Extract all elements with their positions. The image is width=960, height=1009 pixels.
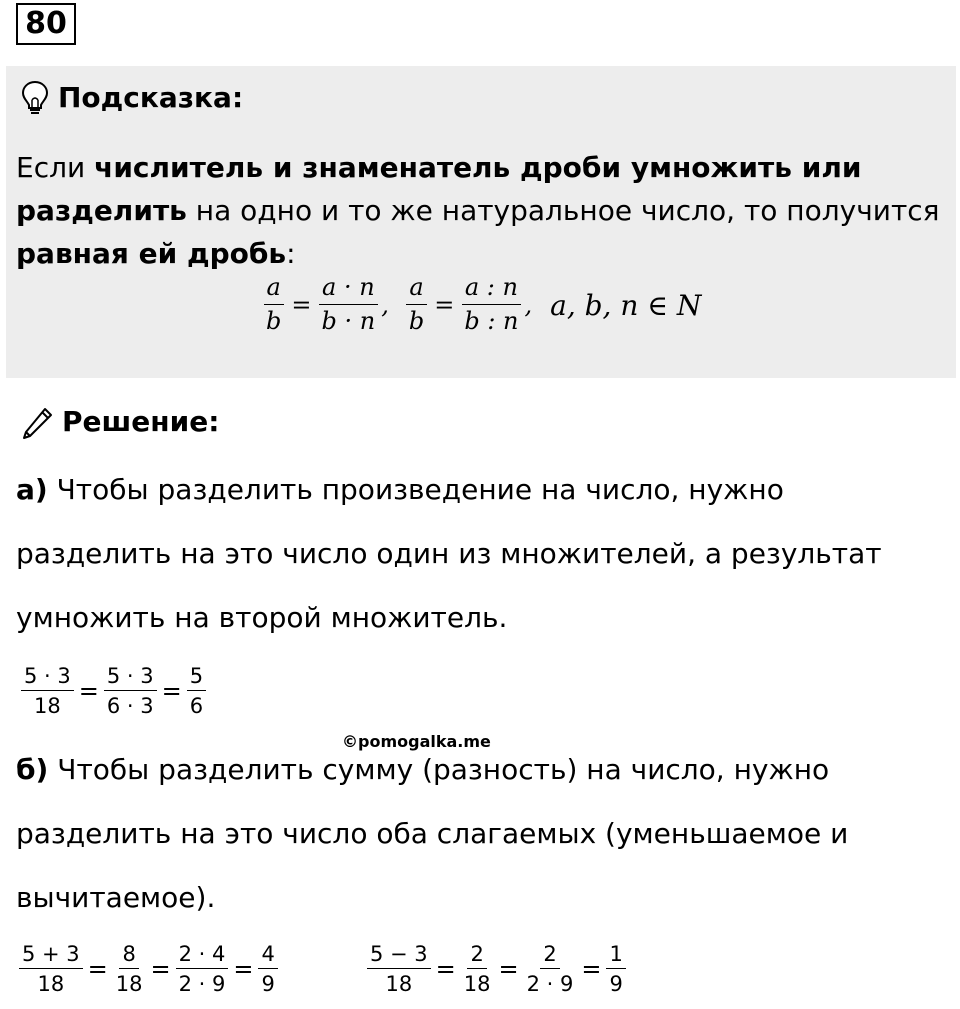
hint-box [6,66,956,378]
fraction: $\frac{a \cdot n}{b \cdot n}$ [318,274,378,335]
fraction: $\frac{a}{b}$ [406,274,427,335]
equals-sign: = [291,291,312,319]
fraction: $\frac{8}{18}$ [115,942,143,997]
separator: , [381,291,389,319]
fraction: $\frac{5 \cdot 3}{6 \cdot 3}$ [104,664,157,718]
watermark: ©pomogalka.me [342,732,491,751]
fraction: $\frac{5 + 3}{18}$ [19,942,83,996]
equals-sign: = [435,955,456,984]
fraction: $\frac{2 \cdot 4}{2 \cdot 9}$ [176,942,229,996]
pencil-icon [18,404,54,440]
fraction: $\frac{4}{9}$ [258,942,277,996]
fraction: $\frac{2}{2 \cdot 9}$ [526,942,574,997]
equals-sign: = [498,955,519,984]
part-a-body: Чтобы разделить произведение на число, нужно разделить на это число один из множителей, а результат умножить на второй множитель. [16,473,882,634]
part-a-calc [18,664,209,718]
fraction: $\frac{5 \cdot 3}{18}$ [21,664,74,718]
fraction: $\frac{5}{6}$ [187,664,206,718]
part-b-text [16,738,946,930]
lightbulb-icon [20,80,50,116]
part-b-calc-sum [16,942,281,996]
part-b-body: Чтобы разделить сумму (разность) на число, нужно разделить на это число оба слагаемых (уменьшаемое и вычитаемое). [16,753,849,914]
solution-title: Решение: [62,405,220,438]
hint-text-part: на одно и то же натуральное число, то получится [186,194,940,227]
set-membership: a, b, n ∈ N [550,288,702,322]
hint-formula [260,272,701,338]
equals-sign: = [161,677,182,706]
equals-sign: = [581,955,602,984]
fraction: $\frac{2}{18}$ [463,942,491,997]
part-a-label: а) [16,473,48,506]
hint-text [16,146,946,275]
part-b-label: б) [16,753,49,786]
hint-text-bold: равная ей дробь [16,237,287,270]
hint-text-part: : [286,237,296,270]
equals-sign: = [78,677,99,706]
fraction: $\frac{1}{9}$ [606,942,625,996]
hint-text-part: Если [16,151,95,184]
equals-sign: = [150,955,171,984]
task-number: 80 [16,3,76,45]
part-a-text [16,458,946,650]
fraction: $\frac{5 - 3}{18}$ [367,942,431,996]
fraction: $\frac{a : n}{b : n}$ [461,274,521,335]
solution-heading [18,404,219,440]
equals-sign: = [434,291,455,319]
separator: , [524,291,533,319]
fraction: $\frac{a}{b}$ [263,274,284,335]
hint-title: Подсказка: [58,81,244,114]
hint-text-bold: числитель и знаменатель дроби умножить или разделить [16,151,862,227]
equals-sign: = [87,955,108,984]
equals-sign: = [233,955,254,984]
part-b-calc-difference [364,942,629,996]
hint-heading [20,80,243,116]
